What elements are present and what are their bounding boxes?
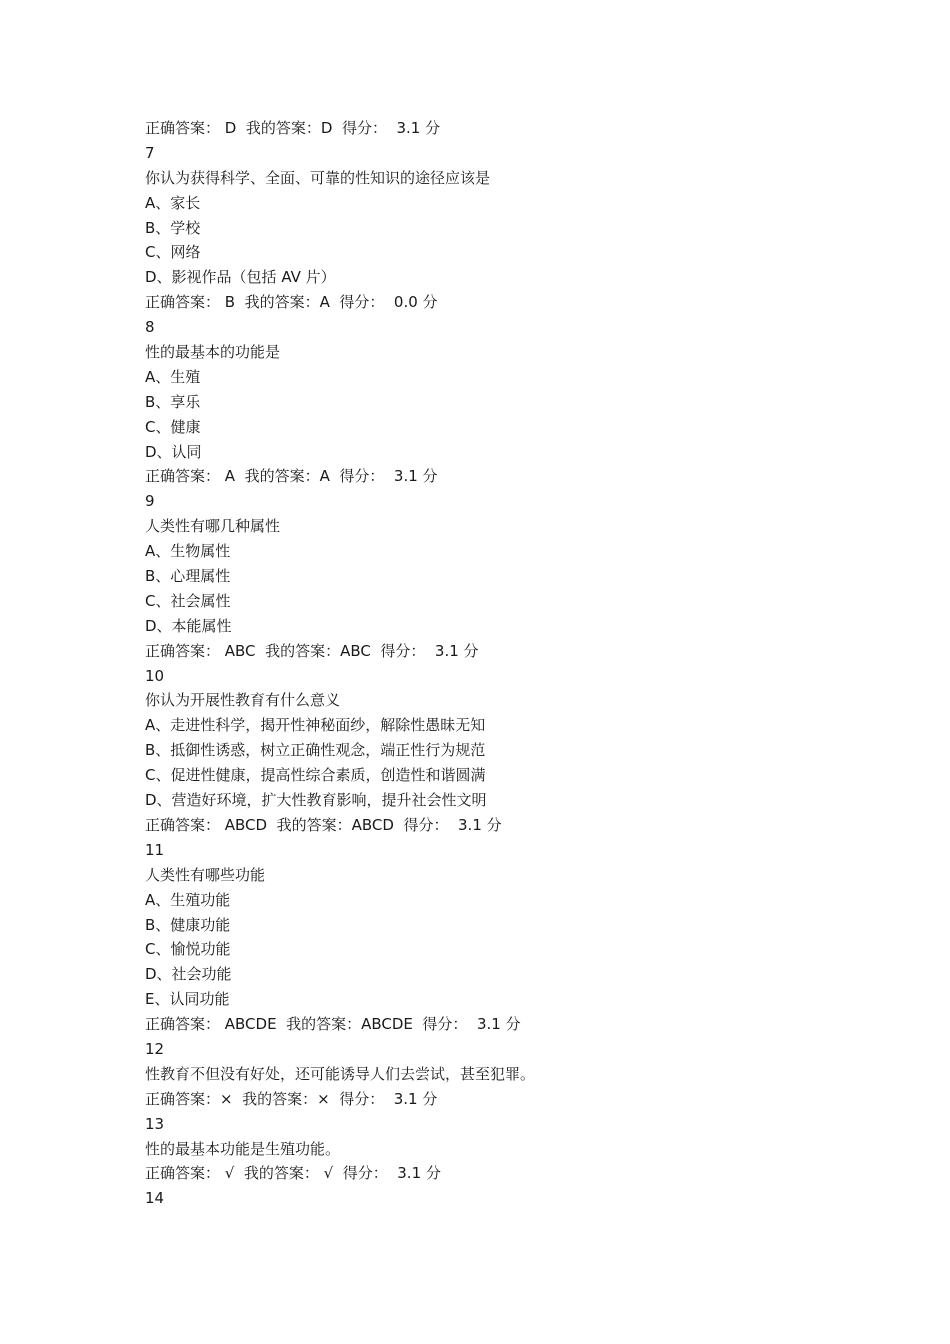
question-text-11: 人类性有哪些功能: [145, 865, 266, 884]
option-10-b: B、抵御性诱惑，树立正确性观念，端正性行为规范: [145, 741, 486, 760]
option-9-c: C、社会属性: [145, 591, 231, 610]
answer-line-q7: 正确答案： B 我的答案：A 得分： 0.0 分: [145, 293, 438, 312]
answer-line-q6: 正确答案： D 我的答案：D 得分： 3.1 分: [145, 119, 441, 137]
option-11-c: C、愉悦功能: [145, 940, 231, 959]
question-number-7: 7: [145, 143, 155, 162]
option-7-c: C、网络: [145, 243, 201, 262]
answer-line-q8: 正确答案： A 我的答案：A 得分： 3.1 分: [145, 467, 438, 486]
answer-line-q13: 正确答案： √ 我的答案： √ 得分： 3.1 分: [145, 1164, 441, 1183]
option-11-d: D、社会功能: [145, 965, 232, 984]
option-11-a: A、生殖功能: [145, 890, 231, 909]
option-9-a: A、生物属性: [145, 542, 231, 561]
option-10-d: D、营造好环境，扩大性教育影响，提升社会性文明: [145, 791, 487, 810]
document-page: [145, 116, 905, 1211]
question-number-12: 12: [145, 1039, 165, 1058]
option-8-d: D、认同: [145, 442, 202, 461]
option-7-a: A、家长: [145, 193, 201, 212]
option-9-d: D、本能属性: [145, 616, 232, 635]
answer-line-q9: 正确答案： ABC 我的答案：ABC 得分： 3.1 分: [145, 641, 479, 660]
question-text-10: 你认为开展性教育有什么意义: [145, 691, 341, 710]
option-8-a: A、生殖: [145, 367, 201, 386]
option-11-e: E、认同功能: [145, 990, 230, 1009]
option-10-c: C、促进性健康，提高性综合素质，创造性和谐圆满: [145, 766, 486, 785]
question-text-7: 你认为获得科学、全面、可靠的性知识的途径应该是: [145, 168, 491, 187]
question-number-8: 8: [145, 318, 155, 337]
option-7-b: B、学校: [145, 218, 201, 237]
question-number-14: 14: [145, 1189, 165, 1208]
question-number-9: 9: [145, 492, 155, 511]
question-text-13: 性的最基本功能是生殖功能。: [145, 1139, 341, 1158]
answer-line-q12: 正确答案：× 我的答案：× 得分： 3.1 分: [145, 1089, 438, 1108]
option-8-c: C、健康: [145, 417, 201, 436]
answer-line-q10: 正确答案： ABCD 我的答案：ABCD 得分： 3.1 分: [145, 815, 502, 834]
question-number-10: 10: [145, 666, 165, 685]
question-number-11: 11: [145, 840, 165, 859]
option-7-d: D、影视作品（包括 AV 片）: [145, 268, 336, 287]
question-text-12: 性教育不但没有好处，还可能诱导人们去尝试，甚至犯罪。: [145, 1064, 536, 1083]
option-9-b: B、心理属性: [145, 567, 231, 586]
question-number-13: 13: [145, 1114, 165, 1133]
question-text-8: 性的最基本的功能是: [145, 343, 281, 362]
option-8-b: B、享乐: [145, 392, 201, 411]
question-text-9: 人类性有哪几种属性: [145, 517, 281, 536]
answer-line-q11: 正确答案： ABCDE 我的答案：ABCDE 得分： 3.1 分: [145, 1015, 521, 1034]
option-10-a: A、走进性科学，揭开性神秘面纱，解除性愚昧无知: [145, 716, 486, 735]
option-11-b: B、健康功能: [145, 915, 231, 934]
